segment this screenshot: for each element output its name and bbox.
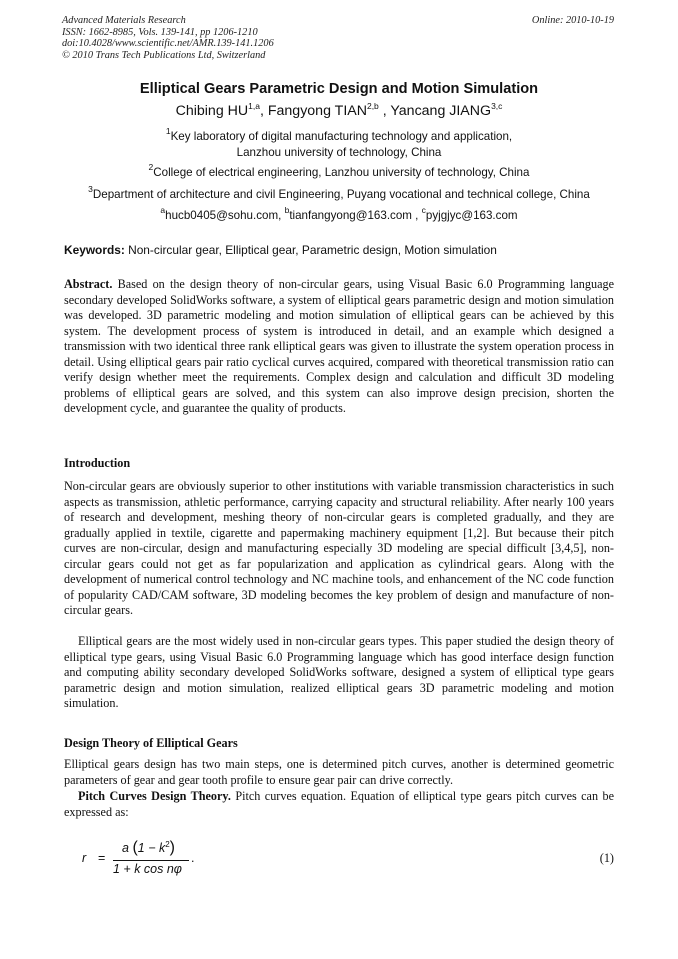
equation-period: . [191, 851, 195, 865]
subsection-label: Pitch Curves Design Theory. [78, 789, 231, 803]
introduction-paragraph-1: Non-circular gears are obviously superior to other institutions with variable transmission characteristics in such aspects as transmission, athletic performance, carrying capacity and structural reliability. After nearly 100 years of research and development, meshing theory of non-circular gears is completed gradually, and they are gradually applied in textile, cigarette and papermaking machinery equipment [1,2]. But because their pitch curves are non-circular, design and manufacturing especially 3D modeling are special difficult [3,4,5], non-circular gears could not get as far popularization and application as cylindrical gears. Along with the development of numerical control technology and NC machine tools, and enhancement of the NC code function of popularity CAD/CAM software, 3D modeling becomes the key problem of design and manufacture of non-circular gears. [64, 479, 614, 617]
author-name: Chibing HU [175, 103, 249, 119]
equation-number: (1) [599, 851, 614, 865]
numerator-inner: 1 − k [137, 841, 166, 855]
equation-1 [80, 836, 614, 884]
doi-line: doi:10.4028/www.scientific.net/AMR.139-141.1206 [62, 38, 274, 49]
keywords-text: Non-circular gear, Elliptical gear, Parametric design, Motion simulation [124, 243, 497, 257]
affiliation-text: Department of architecture and civil Engineering, Puyang vocational and technical college, China [92, 188, 590, 201]
paper-title: Elliptical Gears Parametric Design and Motion Simulation [139, 81, 539, 97]
author-name: Yancang JIANG [390, 103, 492, 119]
affiliation-2 [0, 162, 678, 181]
author-sup: 2,b [366, 101, 379, 111]
numerator-exponent: 2 [165, 839, 170, 849]
author-separator: , [259, 103, 268, 119]
equation-denominator: 1 + k cos nφ [113, 862, 182, 876]
email-sup: a [160, 205, 166, 215]
design-theory-paragraph-2 [64, 789, 614, 820]
author-sup: 3,c [491, 101, 503, 111]
affiliation-sup: 3 [88, 184, 93, 194]
equation-numerator: a $(1 - k^2)$ [122, 839, 175, 856]
journal-header [62, 15, 274, 61]
affiliation-sup: 2 [148, 162, 154, 172]
journal-name: Advanced Materials Research [62, 15, 186, 26]
affiliation-text: College of electrical engineering, Lanzhou university of technology, China [153, 166, 530, 179]
abstract-label: Abstract. [64, 277, 113, 291]
section-heading-introduction: Introduction [64, 456, 131, 470]
abstract [64, 277, 614, 417]
email-sup: b [284, 205, 290, 215]
online-date: Online: 2010-10-19 [531, 15, 614, 26]
keywords-label: Keywords: [64, 243, 125, 257]
affiliation-sup: 1 [165, 126, 171, 136]
copyright-line: © 2010 Trans Tech Publications Ltd, Switzerland [62, 49, 266, 61]
email-text: tianfangyong@163.com , [289, 209, 422, 222]
affiliation-text: Key laboratory of digital manufacturing technology and application, [170, 130, 513, 143]
keywords [64, 243, 497, 257]
author-separator: , [378, 103, 391, 119]
equation-equals: = [98, 851, 106, 865]
email-text: pyjgjyc@163.com [425, 209, 518, 222]
email-sup: c [421, 205, 426, 215]
email-text: hucb0405@sohu.com, [165, 209, 285, 222]
subsection-text: Pitch curves equation. Equation of elliptical type gears pitch curves can be expressed as: [64, 789, 614, 819]
author-name: Fangyong TIAN [267, 103, 367, 119]
abstract-text: Based on the design theory of non-circular gears, using Visual Basic 6.0 Programming language secondary developed SolidWorks software, a system of elliptical gears parametric design and motion simulation was developed. 3D parametric modeling and motion simulation of elliptical gears can be achieved by this system. The development process of system is introduced in detail, and an example which designed a transmission with two identical three rank elliptical gears was given to illustrate the system operation process in detail. Using elliptical gears pair ratio cyclical curves acquired, compared with theoretical transmission ratio can verify design whether meet the requirements. Complex design and calculation and difficult 3D modeling problems of elliptical gears are solved, and this system can also improve design precision, shorten the development cycle, and guarantee the quality of products. [64, 277, 614, 415]
issn-line: ISSN: 1662-8985, Vols. 139-141, pp 1206-1210 [62, 26, 258, 38]
author-emails [0, 205, 678, 224]
author-sup: 1,a [248, 101, 260, 111]
affiliation-1 [0, 126, 678, 161]
author-list [0, 103, 678, 119]
affiliation-text: Lanzhou university of technology, China [236, 146, 442, 159]
fraction-bar [113, 860, 189, 861]
affiliation-3 [0, 184, 678, 203]
design-theory-paragraph-1: Elliptical gears design has two main steps, one is determined pitch curves, another is determined geometric parameters of gear and gear tooth profile to ensure gear pair can drive correctly. [64, 757, 614, 787]
equation-lhs: r [82, 851, 87, 865]
introduction-paragraph-2: Elliptical gears are the most widely used in non-circular gears types. This paper studied the design theory of elliptical type gears, using Visual Basic 6.0 Programming language which has good interface design function and computing ability secondary developed SolidWorks software, designed a system of elliptical type gears parametric design and motion simulation, realized elliptical gears 3D parametric modeling and motion simulation. [64, 634, 614, 710]
numerator-a: a [122, 841, 129, 855]
section-heading-design-theory: Design Theory of Elliptical Gears [64, 736, 238, 750]
